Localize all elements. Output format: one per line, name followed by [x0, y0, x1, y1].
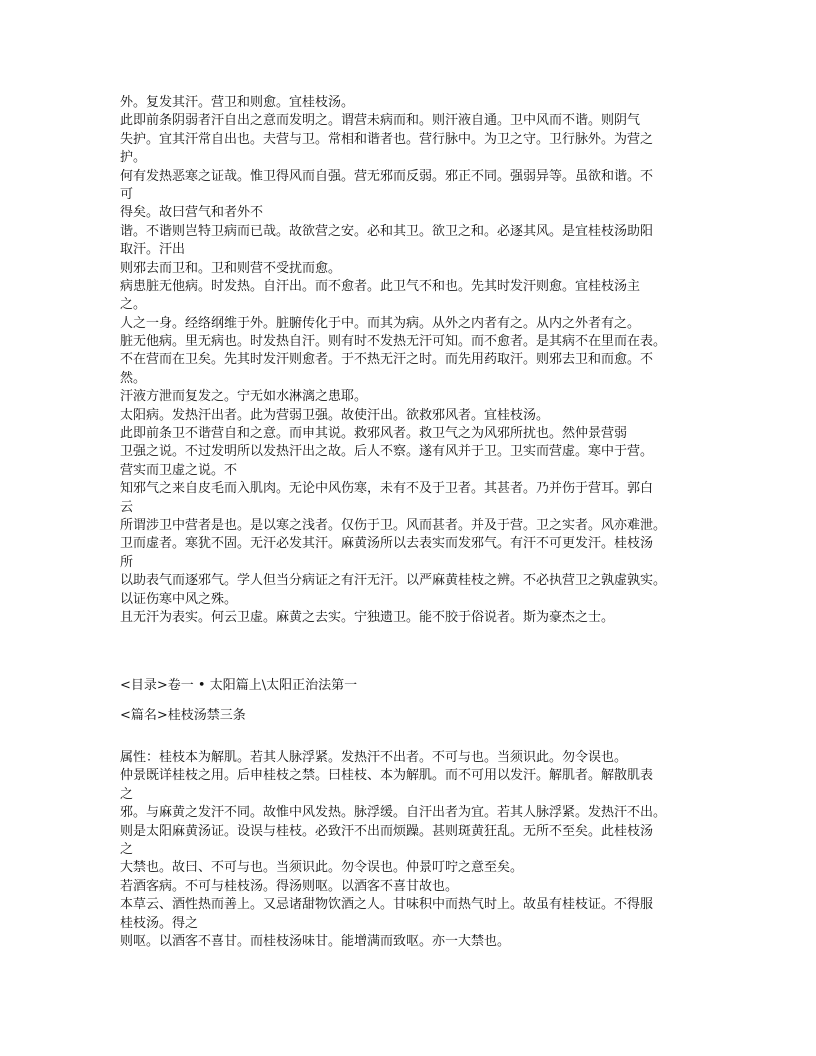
text-line: 知邪气之来自皮毛而入肌肉。无论中风伤寒，未有不及于卫者。其甚者。乃并伤于营耳。郭白 — [120, 481, 654, 497]
text-line: 得矣。故曰营气和者外不 — [120, 205, 264, 221]
section-commentary — [120, 94, 700, 627]
spacer — [120, 695, 700, 707]
text-line: 之 — [120, 841, 134, 857]
text-line: 此即前条阴弱者汗自出之意而发明之。谓营未病而和。则汗液自通。卫中风而不谐。则阴气 — [120, 113, 641, 129]
text-line: 所 — [120, 554, 134, 570]
text-line: 本草云、酒性热而善上。又忌诸甜物饮酒之人。甘味积中而热气时上。故虽有桂枝证。不得服 — [120, 897, 654, 913]
text-line: 若酒客病。不可与桂枝汤。得汤则呕。以酒客不喜甘故也。 — [120, 878, 459, 894]
section-heading — [120, 677, 700, 726]
text-line: 不在营而在卫矣。先其时发汗则愈者。于不热无汗之时。而先用药取汗。则邪去卫和而愈。不 — [120, 352, 654, 368]
text-line: 取汗。汗出 — [120, 242, 186, 258]
text-line: 护。 — [120, 150, 147, 166]
text-line: 则呕。以酒客不喜甘。而桂枝汤味甘。能增满而致呕。亦一大禁也。 — [120, 933, 511, 949]
text-line: 则邪去而卫和。卫和则营不受扰而愈。 — [120, 260, 342, 276]
text-line: 卫而虚者。寒犹不固。无汗必发其汗。麻黄汤所以去表实而发邪气。有汗不可更发汗。桂枝汤 — [120, 536, 654, 552]
text-line: 以助表气而逐邪气。学人但当分病证之有汗无汗。以严麻黄桂枝之辨。不必执营卫之孰虚孰实。 — [120, 573, 667, 589]
chapter-title: <篇名>桂枝汤禁三条 — [120, 708, 246, 724]
text-line: 仲景既详桂枝之用。后申桂枝之禁。曰桂枝、本为解肌。而不可用以发汗。解肌者。解散肌表 — [120, 768, 654, 784]
text-line: 谐。不谐则岂特卫病而已哉。故欲营之安。必和其卫。欲卫之和。必逐其风。是宜桂枝汤助阳 — [120, 223, 654, 239]
text-line: 邪。与麻黄之发汗不同。故惟中风发热。脉浮缓。自汗出者为宜。若其人脉浮紧。发热汗不出。 — [120, 805, 667, 821]
text-line: 桂枝汤。得之 — [120, 915, 199, 931]
text-line: 属性：桂枝本为解肌。若其人脉浮紧。发热汗不出者。不可与也。当须识此。勿令误也。 — [120, 750, 628, 765]
text-line: 外。复发其汗。营卫和则愈。宜桂枝汤。 — [120, 95, 355, 110]
text-line: 汗液方泄而复发之。宁无如水淋漓之患耶。 — [120, 389, 368, 405]
text-line: 太阳病。发热汗出者。此为营弱卫强。故使汗出。欲救邪风者。宜桂枝汤。 — [120, 407, 550, 423]
text-line: 所谓涉卫中营者是也。是以寒之浅者。仅伤于卫。风而甚者。并及于营。卫之实者。风亦难泄。 — [120, 517, 667, 533]
text-line: 此即前条卫不谐营自和之意。而申其说。救邪风者。救卫气之为风邪所扰也。然仲景营弱 — [120, 426, 628, 442]
text-line: 病患脏无他病。时发热。自汗出。而不愈者。此卫气不和也。先其时发汗则愈。宜桂枝汤主 — [120, 278, 641, 294]
text-line: 以证伤寒中风之殊。 — [120, 591, 238, 607]
text-line: 营实而卫虚之说。不 — [120, 462, 238, 478]
text-line: 可 — [120, 186, 134, 202]
text-line: 则是太阳麻黄汤证。设误与桂枝。必致汗不出而烦躁。甚则斑黄狂乱。无所不至矣。此桂枝汤 — [120, 823, 654, 839]
text-line: 失护。宜其汗常自出也。夫营与卫。常相和谐者也。营行脉中。为卫之守。卫行脉外。为营之 — [120, 131, 654, 147]
text-line: 人之一身。经络纲维于外。脏腑传化于中。而其为病。从外之内者有之。从内之外者有之。 — [120, 315, 641, 331]
text-line: 然。 — [120, 370, 147, 386]
text-line: 何有发热恶寒之证哉。惟卫得风而自强。营无邪而反弱。邪正不同。强弱异等。虽欲和谐。不 — [120, 168, 654, 184]
text-line: 且无汗为表实。何云卫虚。麻黄之去实。宁独遗卫。能不胶于俗说者。斯为豪杰之士。 — [120, 609, 615, 625]
text-line: 云 — [120, 499, 134, 515]
text-line: 卫强之说。不过发明所以发热汗出之故。后人不察。遂有风并于卫。卫实而营虚。寒中于营。 — [120, 444, 654, 460]
text-line: 脏无他病。里无病也。时发热自汗。则有时不发热无汗可知。而不愈者。是其病不在里而在表。 — [120, 334, 667, 350]
text-line: 大禁也。故曰、不可与也。当须识此。勿令误也。仲景叮咛之意至矣。 — [120, 860, 524, 876]
text-line: 之 — [120, 786, 134, 802]
section-prohibitions — [120, 749, 700, 951]
catalog-heading: <目录>卷一 • 太阳篇上\太阳正治法第一 — [120, 678, 358, 693]
text-line: 之。 — [120, 297, 147, 313]
